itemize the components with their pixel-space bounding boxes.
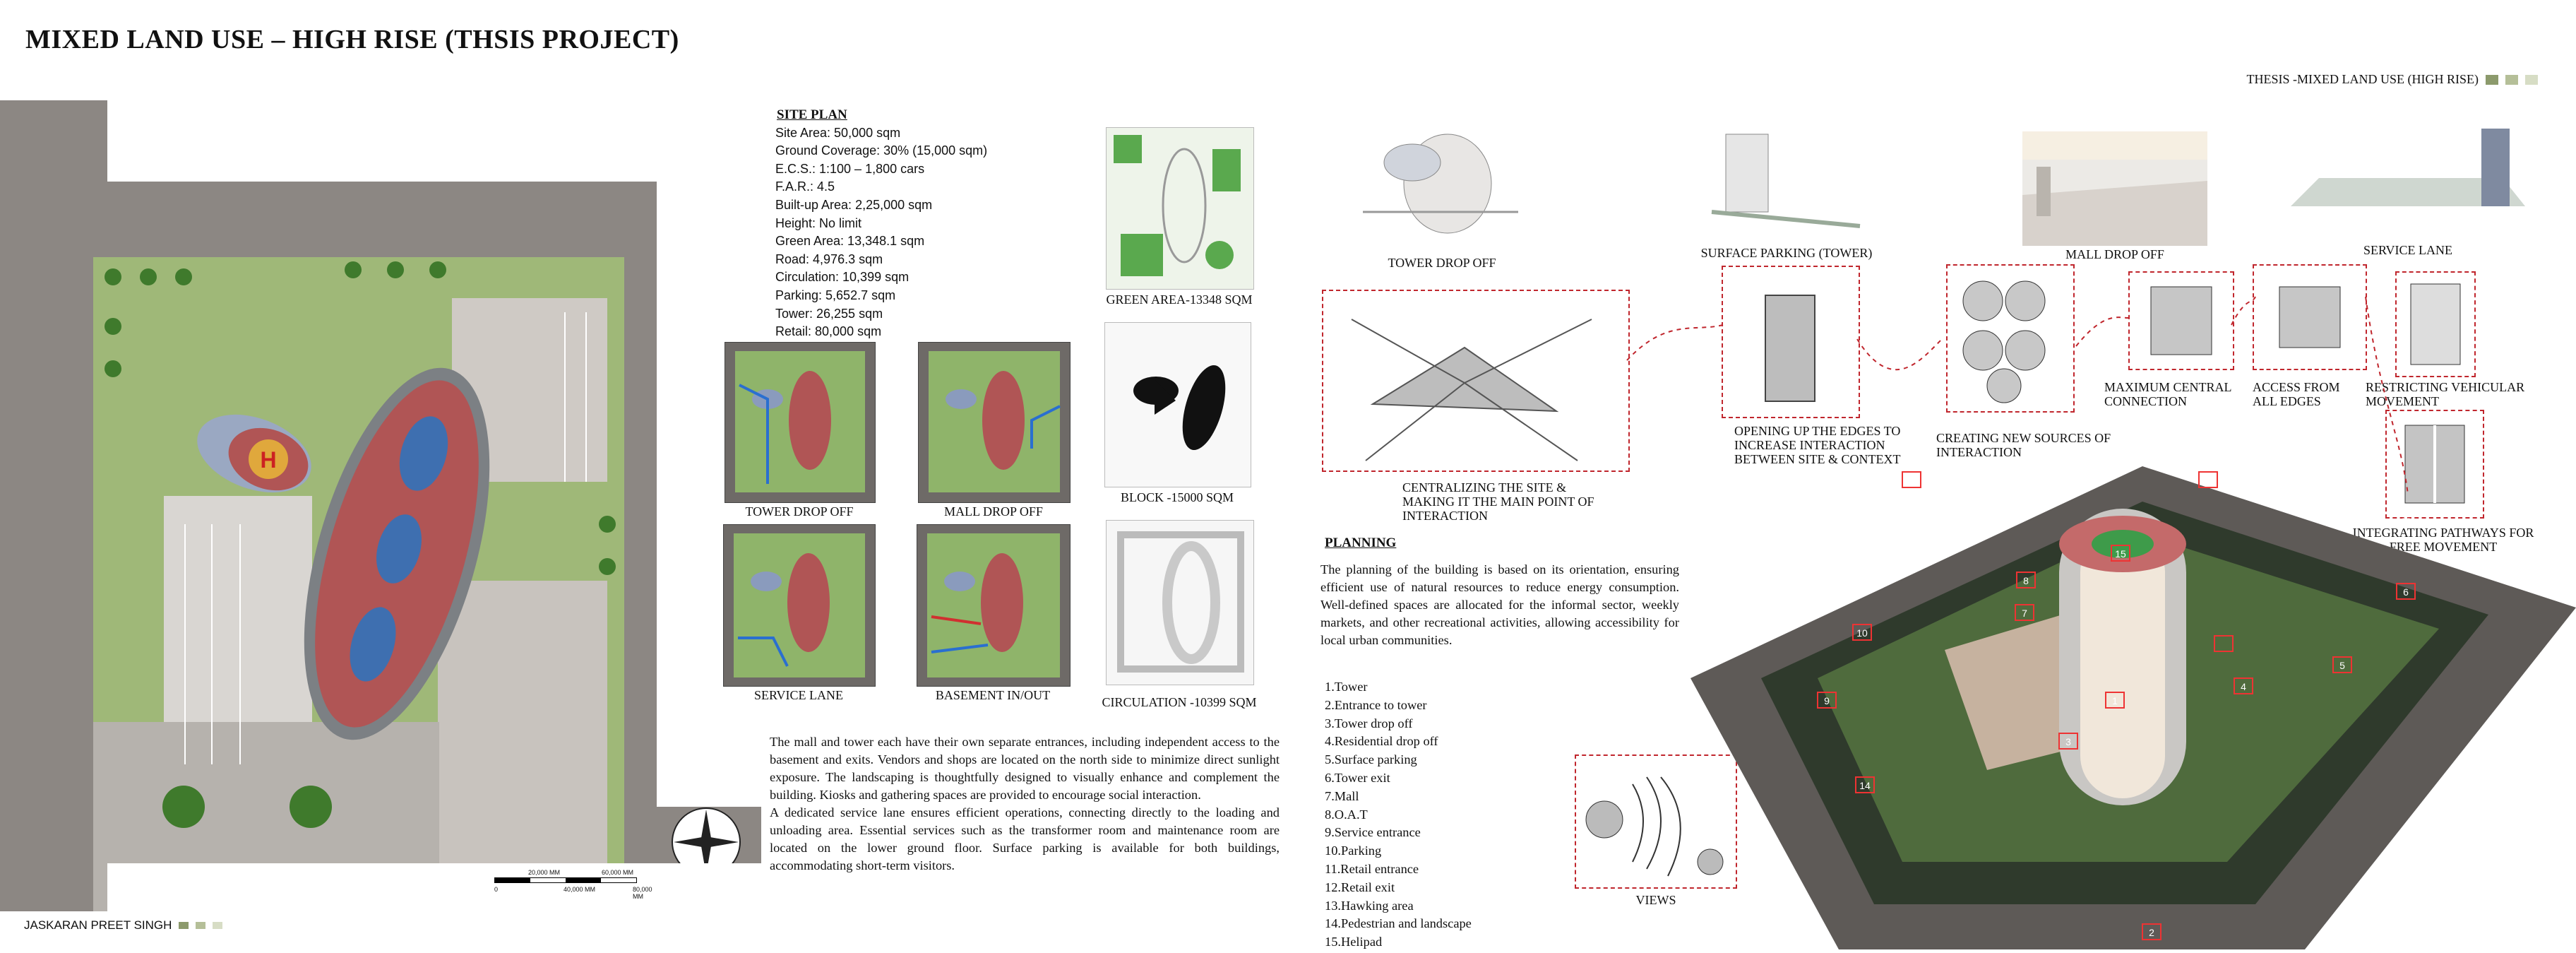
thumbnail-tower-drop-off <box>724 342 876 503</box>
description-paragraph: A dedicated service lane ensures efficient operations, connecting directly to the loading and unloading area. Essential services such as the transformer room and maintenance room are located on the lower ground floor. Surface parking is available for both buildings, accommodating short-term visitors. <box>770 805 1280 872</box>
label-integrating: INTEGRATING PATHWAYS FOR FREE MOVEMENT <box>2352 526 2534 554</box>
swatch <box>196 922 205 929</box>
site-data-line: Green Area: 13,348.1 sqm <box>775 234 925 249</box>
render-marker: 6 <box>2403 586 2409 598</box>
list-item: 13.Hawking area <box>1325 898 1414 913</box>
list-item: 8.O.A.T <box>1325 807 1368 822</box>
render-3d <box>1690 466 2576 949</box>
caption: TOWER DROP OFF <box>1388 256 1496 270</box>
swatch <box>2525 75 2538 85</box>
author-name: JASKARAN PREET SINGH <box>24 918 172 932</box>
site-plan-margin <box>107 100 657 182</box>
scale-label: 20,000 MM <box>528 869 561 876</box>
site-plan-heading: SITE PLAN <box>777 107 847 122</box>
thumbnail-service-lane <box>723 524 876 687</box>
caption: MALL DROP OFF <box>944 504 1043 519</box>
site-data-line: Site Area: 50,000 sqm <box>775 125 901 140</box>
label-restricting: RESTRICTING VEHICULAR MOVEMENT <box>2366 380 2525 408</box>
sketch-service-lane <box>2291 122 2525 235</box>
list-item: 4.Residential drop off <box>1325 734 1438 749</box>
list-item: 3.Tower drop off <box>1325 716 1413 730</box>
render-marker: 3 <box>2065 736 2071 747</box>
list-item: 1.Tower <box>1325 680 1368 694</box>
site-data-line: Height: No limit <box>775 215 862 230</box>
list-item: 9.Service entrance <box>1325 825 1421 840</box>
site-data-line: Ground Coverage: 30% (15,000 sqm) <box>775 143 988 158</box>
thumbnail-green-area <box>1106 127 1254 290</box>
render-marker: 1 <box>2112 695 2118 706</box>
render-marker: 7 <box>2022 608 2027 619</box>
list-item: 10.Parking <box>1325 844 1382 858</box>
thumbnail-block <box>1104 322 1251 487</box>
render-marker: 8 <box>2023 575 2029 586</box>
scale-label: 60,000 MM <box>602 869 634 876</box>
caption: MALL DROP OFF <box>2065 247 2164 261</box>
site-plan-drawing <box>0 100 761 911</box>
description <box>770 733 1280 875</box>
caption: BLOCK -15000 SQM <box>1120 490 1234 504</box>
caption: SERVICE LANE <box>2363 243 2453 257</box>
render-marker: 14 <box>1859 780 1871 791</box>
list-item: 2.Entrance to tower <box>1325 697 1427 712</box>
sketch-surface-parking <box>1698 120 1876 240</box>
swatch <box>2505 75 2518 85</box>
site-data-line: Road: 4,976.3 sqm <box>775 251 883 266</box>
list-item: 5.Surface parking <box>1325 752 1417 767</box>
thesis-tag-label: THESIS -MIXED LAND USE (HIGH RISE) <box>2246 72 2479 86</box>
thesis-tag <box>2247 72 2538 87</box>
list-item: 12.Retail exit <box>1325 880 1395 894</box>
caption: BASEMENT IN/OUT <box>935 688 1051 702</box>
description-paragraph: The mall and tower each have their own separate entrances, including independent access to the basement and exits. Vendors and shops are located on the north side to minimize direct sunlight exposure. The landscaping is thoughtfully designed to visually enhance and complement the building. Kiosks and gathering spaces are provided to encourage social interaction. <box>770 735 1280 802</box>
swatch <box>213 922 222 929</box>
diagram-centralizing <box>1322 290 1630 472</box>
render-marker: 4 <box>2241 681 2246 692</box>
scale-bar <box>494 869 664 904</box>
page-title: MIXED LAND USE – HIGH RISE (THSIS PROJECT) <box>25 25 679 54</box>
site-data-line: E.C.S.: 1:100 – 1,800 cars <box>775 161 925 176</box>
site-data-line: Tower: 26,255 sqm <box>775 306 883 321</box>
sketch-mall-drop-off <box>2022 131 2207 246</box>
site-plan-image <box>0 100 761 911</box>
swatch <box>179 922 189 929</box>
scale-label: 40,000 MM <box>564 886 596 893</box>
swatch <box>2486 75 2498 85</box>
caption: CIRCULATION -10399 SQM <box>1102 695 1257 709</box>
sketch-tower-drop-off <box>1349 120 1535 253</box>
svg-text:H: H <box>260 447 277 473</box>
site-data <box>775 106 987 341</box>
render-marker: 9 <box>1824 695 1830 706</box>
render-marker: 12 <box>1906 475 1917 486</box>
planning-list <box>1325 678 1494 952</box>
thumbnail-basement <box>917 524 1071 687</box>
render-marker: 5 <box>2339 660 2345 671</box>
list-item: 7.Mall <box>1325 788 1359 803</box>
list-item: 15.Helipad <box>1325 935 1383 949</box>
caption: TOWER DROP OFF <box>745 504 854 519</box>
render-marker: 13 <box>2400 516 2411 527</box>
render-marker: 10 <box>1856 627 1868 639</box>
thumbnail-mall-drop-off <box>918 342 1071 503</box>
scale-label: 80,000 MM <box>633 886 652 900</box>
label-max-central: MAXIMUM CENTRAL CONNECTION <box>2104 380 2231 408</box>
label-opening-up: OPENING UP THE EDGES TO INCREASE INTERACTION BETWEEN SITE & CONTEXT <box>1734 424 1901 466</box>
caption: SURFACE PARKING (TOWER) <box>1700 246 1873 260</box>
caption: SERVICE LANE <box>753 688 844 702</box>
site-data-line: Circulation: 10,399 sqm <box>775 270 910 285</box>
planning-heading: PLANNING <box>1325 535 1397 550</box>
site-data-line: Retail: 80,000 sqm <box>775 324 882 339</box>
author <box>24 918 222 933</box>
thumbnail-circulation <box>1106 520 1254 685</box>
planning-text: The planning of the building is based on its orientation, ensuring efficient use of natural resources to reduce energy consumption. Well-defined spaces are allocated for the informal sector, weekly markets, and other recreational activities, allowing accessibility for local urban communities. <box>1320 562 1679 647</box>
render-marker: 11 <box>2202 475 2214 486</box>
site-data-line: Parking: 5,652.7 sqm <box>775 288 896 302</box>
caption: GREEN AREA-13348 SQM <box>1106 292 1253 307</box>
scale-label: 0 <box>494 886 499 893</box>
list-item: 6.Tower exit <box>1325 770 1390 785</box>
site-data-line: F.A.R.: 4.5 <box>775 179 835 194</box>
label-access-all: ACCESS FROM ALL EDGES <box>2253 380 2340 408</box>
list-item: 11.Retail entrance <box>1325 861 1419 876</box>
render-marker: 2 <box>2149 927 2154 938</box>
label-creating: CREATING NEW SOURCES OF INTERACTION <box>1936 431 2111 459</box>
caption: VIEWS <box>1635 893 1676 907</box>
render-marker: 15 <box>2115 548 2126 560</box>
list-item: 14.Pedestrian and landscape <box>1325 916 1472 931</box>
site-data-line: Built-up Area: 2,25,000 sqm <box>775 197 933 212</box>
label-centralizing: CENTRALIZING THE SITE & MAKING IT THE MAIN POINT OF INTERACTION <box>1402 480 1594 523</box>
